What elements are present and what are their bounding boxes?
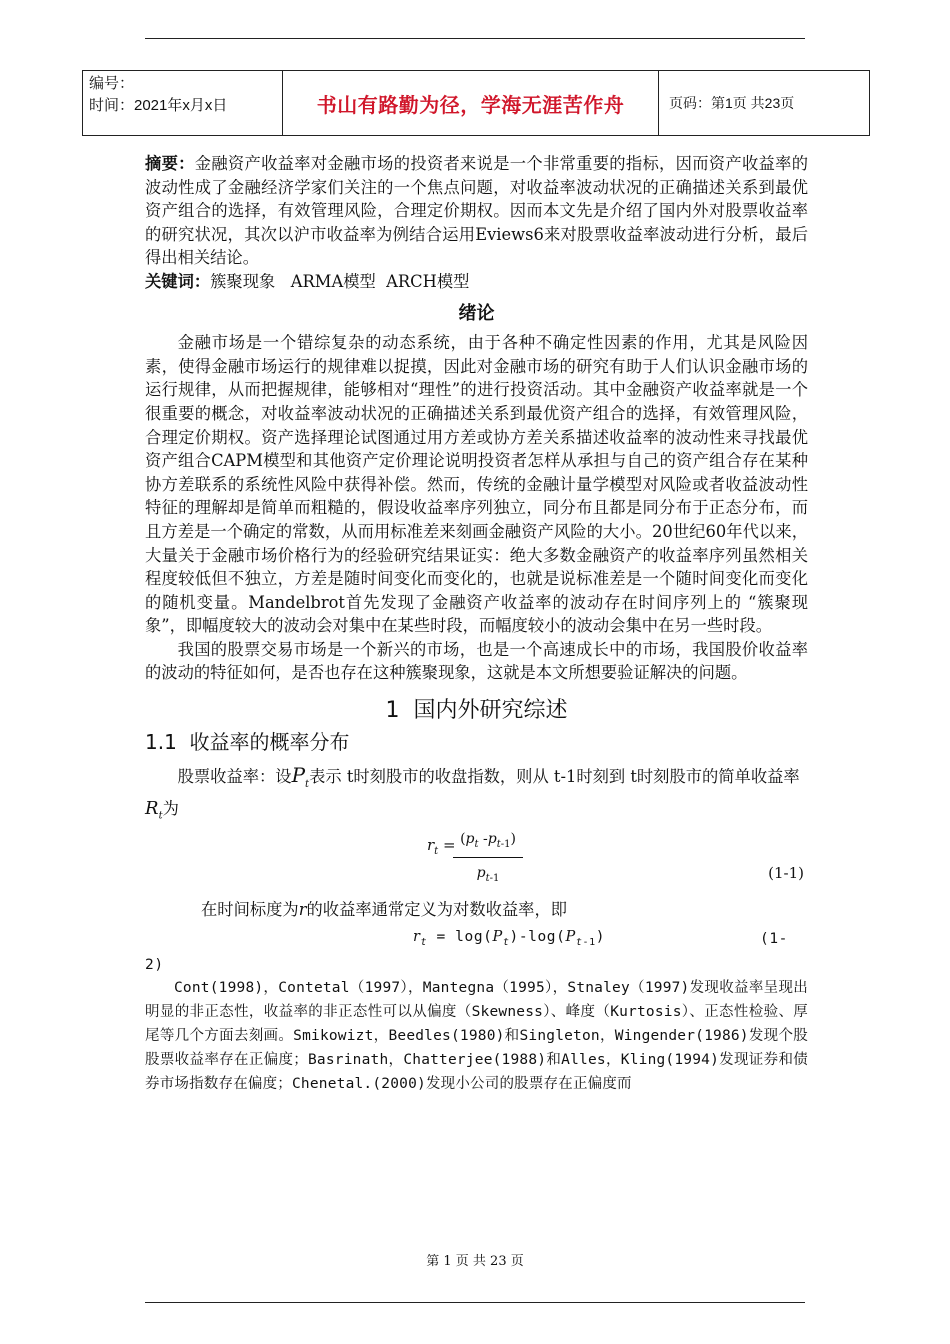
abstract-paragraph xyxy=(145,152,808,270)
top-rule xyxy=(145,38,805,39)
section-1-1-title: 1.1 收益率的概率分布 xyxy=(145,729,350,754)
abstract-text: 金融资产收益率对金融市场的投资者来说是一个非常重要的指标，因而资产收益率的波动性成了金融经济学家们关注的一个焦点问题，对收益率波动状况的正确描述关系到最优资产组合的选择，有效管理风险，合理定价期权。因而本文先是介绍了国内外对股票收益率的研究状况，其次以沪市收益率为例结合运用Eviews6来对股票收益率波动进行分析，最后得出相关结论。 xyxy=(145,154,808,268)
equation-2 xyxy=(145,926,808,952)
date-label: 时间：2021年x月x日 xyxy=(89,97,228,114)
eq2-label: (1- xyxy=(760,930,788,947)
eq2-label-continued: 2) xyxy=(145,956,164,973)
literature-paragraph: Cont(1998)，Contetal（1997），Mantegna（1995），Stnaley（1997)发现收益率呈现出明显的非正态性，收益率的非正态性可以从偏度（Skewness）、峰度（Kurtosis）、正态性检验、厚尾等几个方面去刻画。Smikowizt，Beedles(1980)和Singleton，Wingender(1986)发现个股股票收益率存在正偏度；Basrinath，Chatterjee(1988)和Alles，Kling(1994)发现证券和债券市场指数存在偏度；Chenetal.(2000)发现小公司的股票存在正偏度而 xyxy=(145,979,808,1092)
document-body xyxy=(145,152,808,1096)
eq1-fraction xyxy=(453,828,523,891)
returns-text-b: 表示 t时刻股市的收盘指数，则从 t-1时刻到 t时刻股市的简单收益率 xyxy=(309,767,800,787)
header-left-cell xyxy=(83,71,283,135)
header-table xyxy=(82,70,870,136)
eq2-body: $r_t = \log(P_t)-\log(P_{t-1})$ xyxy=(413,928,606,948)
eq1-denominator: $p_{t-1}$ xyxy=(476,865,500,885)
keywords-text: 簇聚现象 ARMA模型 ARCH模型 xyxy=(210,271,470,291)
eq1-lhs: $r_t$ = xyxy=(427,836,456,858)
returns-text-a: 股票收益率：设 xyxy=(177,767,292,787)
returns-definition-paragraph xyxy=(145,764,808,828)
var-p: $P_t$ xyxy=(291,763,310,791)
intro-paragraph-1: 金融市场是一个错综复杂的动态系统，由于各种不确定性因素的作用，尤其是风险因素，使得金融市场运行的规律难以捉摸，因此对金融市场的研究有助于人们认识金融市场的运行规律，从而把握规律，能够相对“理性”的进行投资活动。其中金融资产收益率就是一个很重要的概念，对收益率波动状况的正确描述关系到最优资产组合的选择，有效管理风险，合理定价期权。资产选择理论试图通过用方差或协方差关系描述收益率的波动性来寻找最优资产组合CAPM模型和其他资产定价理论说明投资者怎样从承担与自己的资产组合存在某种协方差联系的系统性风险中获得补偿。然而，传统的金融计量学模型对风险或者收益波动性特征的理解却是简单而粗糙的，假设收益率序列独立，同分布且都是同分布于正态分布，而且方差是一个确定的常数，从而用标准差来刻画金融资产风险的大小。20世纪60年代以来，大量关于金融市场价格行为的经验研究结果证实：绝大多数金融资产的收益率序列虽然相关程度较低但不独立，方差是随时间变化而变化的，也就是说标准差是一个随时间变化而变化的随机变量。Mandelbrot首先发现了金融资产收益率的波动存在时间序列上的 “簇聚现象”，即幅度较大的波动会对集中在某些时段，而幅度较小的波动会集中在另一些时段。 xyxy=(145,333,808,636)
keywords-paragraph xyxy=(145,270,808,294)
section-1-title: 1 国内外研究综述 xyxy=(385,698,568,724)
footer-page-number: 第 1 页 共 23 页 xyxy=(426,1254,524,1269)
log-return-text-b: 的收益率通常定义为对数收益率，即 xyxy=(306,900,568,920)
var-r-small: r xyxy=(298,900,307,920)
keywords-label: 关键词： xyxy=(145,271,211,291)
number-label: 编号： xyxy=(89,75,135,92)
abstract-label: 摘要： xyxy=(145,154,195,173)
eq1-numerator: ($p_t$ $-p_{t-1}$) xyxy=(453,828,523,858)
intro-title: 绪论 xyxy=(458,302,495,324)
var-r: $R_t$ xyxy=(145,797,163,822)
motto: 书山有路勤为径，学海无涯苦作舟 xyxy=(283,71,659,135)
intro-paragraph-2: 我国的股票交易市场是一个新兴的市场，也是一个高速成长中的市场，我国股价收益率的波动的特征如何，是否也存在这种簇聚现象，这就是本文所想要验证解决的问题。 xyxy=(145,639,808,683)
bottom-rule xyxy=(145,1302,805,1303)
eq1-label: (1-1) xyxy=(768,864,804,883)
equation-1 xyxy=(145,828,808,898)
log-return-text-a: 在时间标度为 xyxy=(201,900,299,920)
page-label: 页码：第1页 共23页 xyxy=(669,95,795,111)
returns-text-c: 为 xyxy=(162,798,179,818)
log-return-paragraph xyxy=(145,898,808,922)
